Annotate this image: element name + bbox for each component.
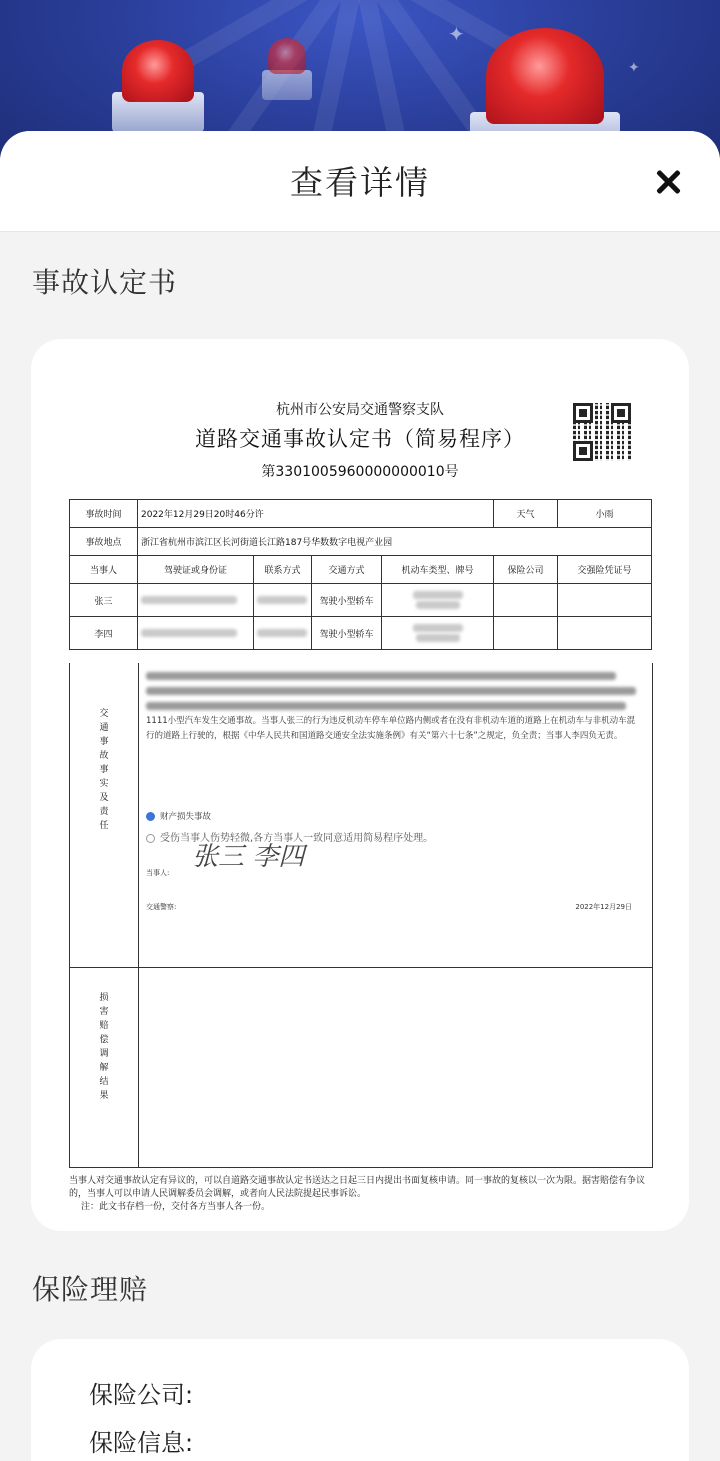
- doc-notes: [69, 1175, 651, 1214]
- party-transport: 驾驶小型轿车: [312, 617, 382, 650]
- header-transport: 交通方式: [312, 556, 382, 584]
- close-button[interactable]: [646, 161, 690, 205]
- party-contact-redacted: [254, 584, 312, 617]
- doc-note-copies: 注：此文书存档一份，交付各方当事人各一份。: [81, 1202, 271, 1212]
- doc-date: 2022年12月29日: [575, 903, 632, 911]
- doc-org: 杭州市公安局交通警察支队: [276, 402, 444, 418]
- party-insurer: [494, 584, 558, 617]
- qr-code-icon: [573, 403, 631, 461]
- signature-row: [146, 842, 642, 888]
- header-insurer: 保险公司: [494, 556, 558, 584]
- siren-base: [262, 70, 312, 100]
- radio-unchecked-icon: [146, 834, 155, 843]
- siren-light-icon: [122, 40, 194, 102]
- insurance-card: [31, 1339, 689, 1461]
- party-vehicle-redacted: [382, 584, 494, 617]
- police-row: [146, 900, 642, 914]
- header-party: 当事人: [70, 556, 138, 584]
- option-property: 财产损失事故: [146, 810, 642, 825]
- doc-note-appeal: 当事人对交通事故认定有异议的，可以自道路交通事故认定书送达之日起三日内提出书面复核申请。同一事故的复核以一次为限。据害赔偿有争议的，当事人可以申请人民调解委员会调解，或者向人民法院提起民事诉讼。: [69, 1176, 646, 1199]
- siren-light-icon: [486, 28, 604, 124]
- party-license-redacted: [138, 617, 254, 650]
- header-vehicle: 机动车类型、牌号: [382, 556, 494, 584]
- value-weather: 小雨: [558, 500, 652, 528]
- header-cert: 交强险凭证号: [558, 556, 652, 584]
- party-name: 李四: [70, 617, 138, 650]
- label-place: 事故地点: [70, 528, 138, 556]
- sparkle-icon: ✦: [628, 60, 640, 76]
- doc-title: 道路交通事故认定书（简易程序）: [195, 427, 525, 451]
- mediation-side-label: [70, 967, 139, 1167]
- facts-text: 1111小型汽车发生交通事故。当事人张三的行为违反机动车停车单位路内侧或者在没有非机动车道的道路上在机动车与非机动车混行的道路上行驶的，根据《中华人民共和国道路交通安全法实施条例》有关“第六十七条”之规定，负全责；当事人李四负无责。: [146, 716, 636, 741]
- insurance-company-label: 保险公司:: [89, 1381, 194, 1409]
- accident-certificate-card[interactable]: [31, 339, 689, 1231]
- party-vehicle-redacted: [382, 617, 494, 650]
- section-title-insurance: 保险理赔: [32, 1273, 149, 1306]
- facts-section: [69, 663, 653, 968]
- facts-side-label: [70, 663, 139, 967]
- label-time: 事故时间: [70, 500, 138, 528]
- insurance-info-label: 保险信息:: [89, 1429, 194, 1457]
- option-injury: 受伤当事人伤势轻微,各方当事人一致同意适用简易程序处理。: [146, 831, 642, 846]
- section-title-accident: 事故认定书: [32, 266, 178, 299]
- value-place: 浙江省杭州市滨江区长河街道长江路187号华数数字电视产业园: [138, 528, 652, 556]
- value-time: 2022年12月29日20时46分许: [138, 500, 494, 528]
- detail-sheet: [0, 131, 720, 1461]
- mediation-section: [69, 967, 653, 1168]
- party-transport: 驾驶小型轿车: [312, 584, 382, 617]
- party-contact-redacted: [254, 617, 312, 650]
- party-signature: 张三 李四: [190, 842, 311, 872]
- party-license-redacted: [138, 584, 254, 617]
- sheet-title: 查看详情: [290, 163, 430, 202]
- sheet-header: [0, 131, 720, 232]
- mediation-side-text: 损害赔偿调解结果: [99, 993, 109, 1101]
- facts-body: [146, 669, 642, 914]
- party-name: 张三: [70, 584, 138, 617]
- party-insurer: [494, 617, 558, 650]
- facts-side-text: 交通事故事实及责任: [99, 709, 109, 831]
- sparkle-icon: ✦: [448, 22, 465, 46]
- signature-label: 当事人:: [146, 869, 170, 877]
- header-license: 驾驶证或身份证: [138, 556, 254, 584]
- radio-checked-icon: [146, 812, 155, 821]
- police-label: 交通警察:: [146, 903, 177, 911]
- party-cert: [558, 617, 652, 650]
- party-cert: [558, 584, 652, 617]
- label-weather: 天气: [494, 500, 558, 528]
- header-contact: 联系方式: [254, 556, 312, 584]
- accident-info-table: [69, 499, 652, 650]
- facts-redacted-text: [146, 669, 642, 714]
- accident-certificate-document: [67, 369, 653, 1219]
- doc-number: 第3301005960000000010号: [261, 464, 459, 480]
- siren-light-icon: [268, 38, 306, 74]
